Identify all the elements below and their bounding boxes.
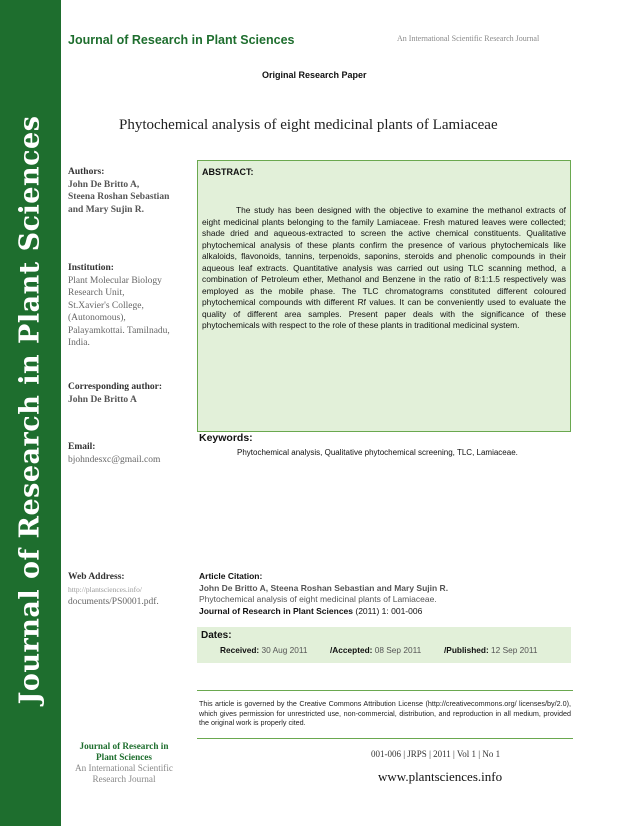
institution-line: Plant Molecular Biology <box>68 275 162 286</box>
email-label: Email: <box>68 442 96 452</box>
web-link-path[interactable]: documents/PS0001.pdf. <box>68 597 159 607</box>
citation-heading: Article Citation: <box>199 571 263 581</box>
journal-title: Journal of Research in Plant Sciences <box>68 33 295 47</box>
license-text: This article is governed by the Creative Commons Attribution License (http://creativecommons.org/ licenses/by/2.0), which gives permission for unrestricted use, non-commercial, distribution, and reproduction in all medium, provided the original work is properly cited. <box>199 699 571 728</box>
accepted-date: 08 Sep 2011 <box>374 645 422 655</box>
dates-box <box>197 627 571 663</box>
sidebar-journal-title: Journal of Research in Plant Sciences <box>14 115 46 705</box>
received-date: 30 Aug 2011 <box>261 645 308 655</box>
divider <box>197 690 573 691</box>
authors-block <box>68 166 184 216</box>
email-block <box>68 441 184 466</box>
footer-url[interactable]: www.plantsciences.info <box>378 769 503 784</box>
accepted-label: /Accepted: <box>330 645 373 655</box>
abstract-text: The study has been designed with the objective to examine the methanol extracts of eight medicinal plants belonging to the family Lamiaceae. Fresh matured leaves were collected; shade dried and aqueous-extracted to screen the active chemical constituents. Qualitative phytochemical analysis of these plants confirm the presence of various phytochemicals like alkaloids, flavonoids, tannins, terpenoids, saponins, steroids and phenolic compounds in their aqueous leaf extracts. Quantitative analysis was carried out using TLC scanning method, a combination of Petroleum ether, Methanol and Benzene in the ratio of 8:1:1.5 respectively was employed as the mobile phase. The TLC chromatograms constituted different coloured phytochemical compounds with different Rf values. It can be conveniently used to evaluate the quality of different area samples. Present paper deals with the significance of these phytochemicals with respect to the role of these plants in traditional medicinal system. <box>202 205 566 331</box>
citation-authors: John De Britto A, Steena Roshan Sebastian and Mary Sujin R. <box>199 582 449 593</box>
footer-journal-name: Plant Sciences <box>96 752 152 762</box>
web-label: Web Address: <box>68 572 125 582</box>
abstract-box <box>197 160 571 432</box>
published-date: 12 Sep 2011 <box>491 645 538 655</box>
institution-line: Research Unit, <box>68 288 125 298</box>
authors-label: Authors: <box>68 167 105 177</box>
author-line: Steena Roshan Sebastian <box>68 192 170 202</box>
email-value[interactable]: bjohndesxc@gmail.com <box>68 454 161 465</box>
paper-type: Original Research Paper <box>262 70 367 80</box>
author-line: and Mary Sujin R. <box>68 204 145 215</box>
abstract-heading: ABSTRACT: <box>202 167 254 177</box>
journal-sidebar <box>0 0 61 826</box>
footer-journal-block <box>66 741 182 785</box>
keywords-text: Phytochemical analysis, Qualitative phytochemical screening, TLC, Lamiaceae. <box>237 448 518 457</box>
institution-line: Palayamkottai. Tamilnadu, <box>68 325 170 336</box>
published-label: /Published: <box>444 645 489 655</box>
citation-title: Phytochemical analysis of eight medicinal plants of Lamiaceae. <box>199 594 437 604</box>
corresponding-block <box>68 381 184 406</box>
institution-label: Institution: <box>68 263 114 273</box>
web-link[interactable]: http://plantsciences.info/ <box>68 584 142 594</box>
received-label: Received: <box>220 645 260 655</box>
journal-subtitle: An International Scientific Research Journal <box>397 34 540 43</box>
corresponding-label: Corresponding author: <box>68 382 163 392</box>
dates-heading: Dates: <box>201 630 232 641</box>
institution-line: (Autonomous), <box>68 313 126 323</box>
footer-journal-subtitle: Research Journal <box>92 774 156 784</box>
footer-divider <box>197 738 573 739</box>
footer-journal-subtitle: An International Scientific <box>75 763 173 773</box>
web-block <box>68 571 184 609</box>
citation-journal: Journal of Research in Plant Sciences <box>199 605 354 616</box>
footer-journal-name: Journal of Research in <box>79 741 169 751</box>
institution-block <box>68 262 184 350</box>
institution-line: India. <box>68 338 90 348</box>
author-line: John De Britto A, <box>68 179 140 190</box>
paper-title: Phytochemical analysis of eight medicinal plants of Lamiaceae <box>119 117 498 133</box>
article-citation <box>199 571 448 617</box>
keywords-heading: Keywords: <box>199 432 253 444</box>
corresponding-author: John De Britto A <box>68 394 137 405</box>
citation-details: (2011) 1: 001-006 <box>353 605 423 616</box>
footer-page-ref: 001-006 | JRPS | 2011 | Vol 1 | No 1 <box>371 749 501 759</box>
institution-line: St.Xavier's College, <box>68 300 144 311</box>
